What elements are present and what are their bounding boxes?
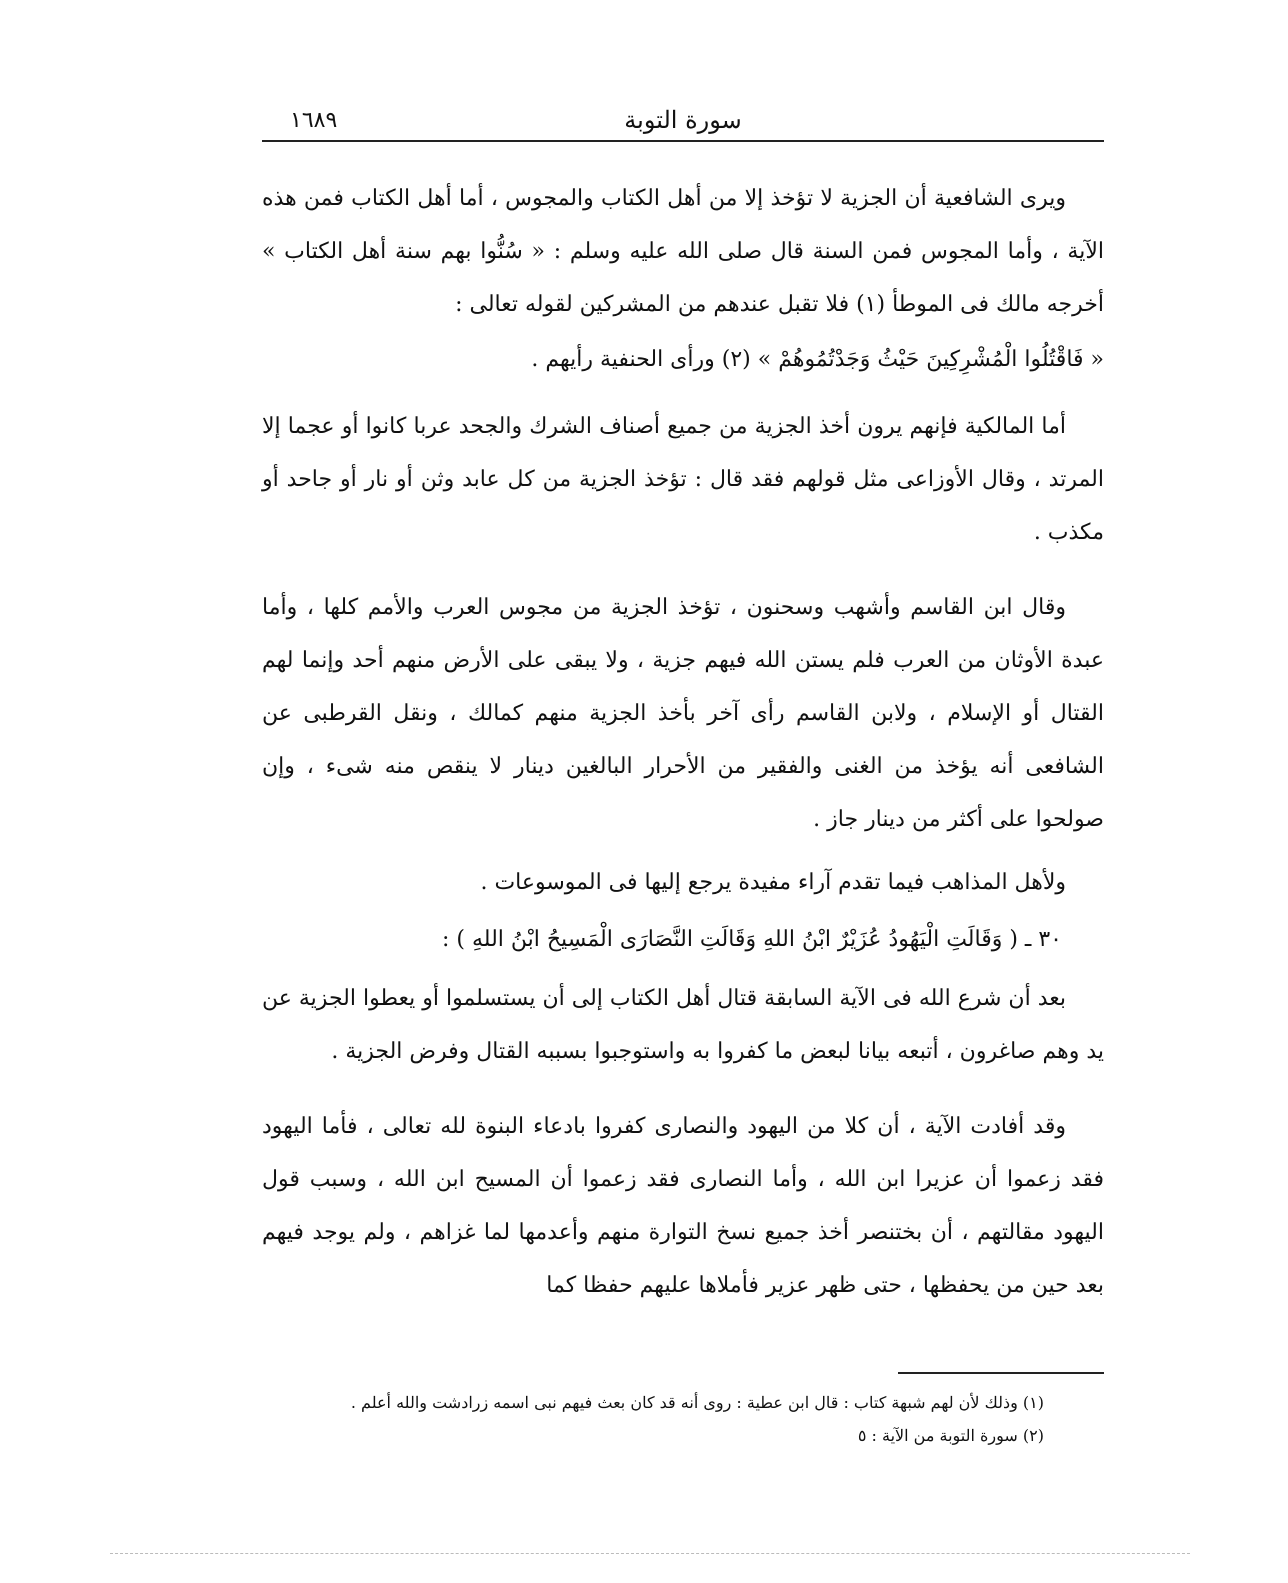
footnote-divider xyxy=(898,1372,1104,1374)
footnotes xyxy=(262,1372,1104,1452)
page-number: ١٦٨٩ xyxy=(290,108,338,133)
footnote-2: (٢) سورة التوبة من الآية : ٥ xyxy=(857,1426,1044,1445)
verse-heading: ٣٠ ـ ( وَقَالَتِ الْيَهُودُ عُزَيْرٌ ابْنُ اللهِ وَقَالَتِ النَّصَارَى الْمَسِيحُ ابْنُ اللهِ ) : xyxy=(442,927,1062,952)
paragraph-ibn-qasim: وقال ابن القاسم وأشهب وسحنون ، تؤخذ الجزية من مجوس العرب والأمم كلها ، وأما عبدة الأوثان من العرب فلم يستن الله فيهم جزية ، ولا يبقى على الأرض منهم أحد وإنما لهم القتال أو الإسلام ، ولابن القاسم رأى آخر بأخذ الجزية منهم كمالك ، ونقل القرطبى عن الشافعى أنه يؤخذ من الغنى والفقير من الأحرار البالغين دينار لا ينقص منه شىء ، وإن صولحوا على أكثر من دينار جاز . xyxy=(262,595,1104,832)
paragraph-verse-explanation: وقد أفادت الآية ، أن كلا من اليهود والنصارى كفروا بادعاء البنوة لله تعالى ، فأما اليهود فقد زعموا أن عزيرا ابن الله ، وأما النصارى فقد زعموا أن المسيح ابن الله ، وسبب قول اليهود مقالتهم ، أن بختنصر أخذ جميع نسخ التوارة منهم وأعدمها لما غزاهم ، ولم يوجد فيهم بعد حين من يحفظها ، حتى ظهر عزير فأملاها عليهم حفظا كما xyxy=(262,1114,1104,1298)
paragraph-malikiya: أما المالكية فإنهم يرون أخذ الجزية من جميع أصناف الشرك والجحد عربا كانوا أو عجما إلا المرتد ، وقال الأوزاعى مثل قولهم فقد قال : تؤخذ الجزية من كل عابد وثن أو نار أو جاحد أو مكذب . xyxy=(262,414,1104,545)
book-page xyxy=(262,100,1104,1540)
scan-edge-line xyxy=(110,1553,1190,1554)
main-text xyxy=(262,172,1104,1312)
page-header xyxy=(262,100,1104,142)
paragraph-madhahib: ولأهل المذاهب فيما تقدم آراء مفيدة يرجع إليها فى الموسوعات . xyxy=(480,870,1066,895)
quran-quote: « فَاقْتُلُوا الْمُشْرِكِينَ حَيْثُ وَجَدْتُمُوهُمْ » (٢) ورأى الحنفية رأيهم . xyxy=(531,347,1104,372)
surah-title: سورة التوبة xyxy=(624,106,742,134)
paragraph-shafiiya: ويرى الشافعية أن الجزية لا تؤخذ إلا من أهل الكتاب والمجوس ، أما أهل الكتاب فمن هذه الآية ، وأما المجوس فمن السنة قال صلى الله عليه وسلم : « سُنُّوا بهم سنة أهل الكتاب » أخرجه مالك فى الموطأ (١) فلا تقبل عندهم من المشركين لقوله تعالى : xyxy=(262,186,1104,317)
paragraph-verse-intro: بعد أن شرع الله فى الآية السابقة قتال أهل الكتاب إلى أن يستسلموا أو يعطوا الجزية عن يد وهم صاغرون ، أتبعه بيانا لبعض ما كفروا به واستوجبوا بسببه القتال وفرض الجزية . xyxy=(262,986,1104,1064)
footnote-1: (١) وذلك لأن لهم شبهة كتاب : قال ابن عطية : روى أنه قد كان بعث فيهم نبى اسمه زرادشت والله أعلم . xyxy=(350,1393,1044,1412)
